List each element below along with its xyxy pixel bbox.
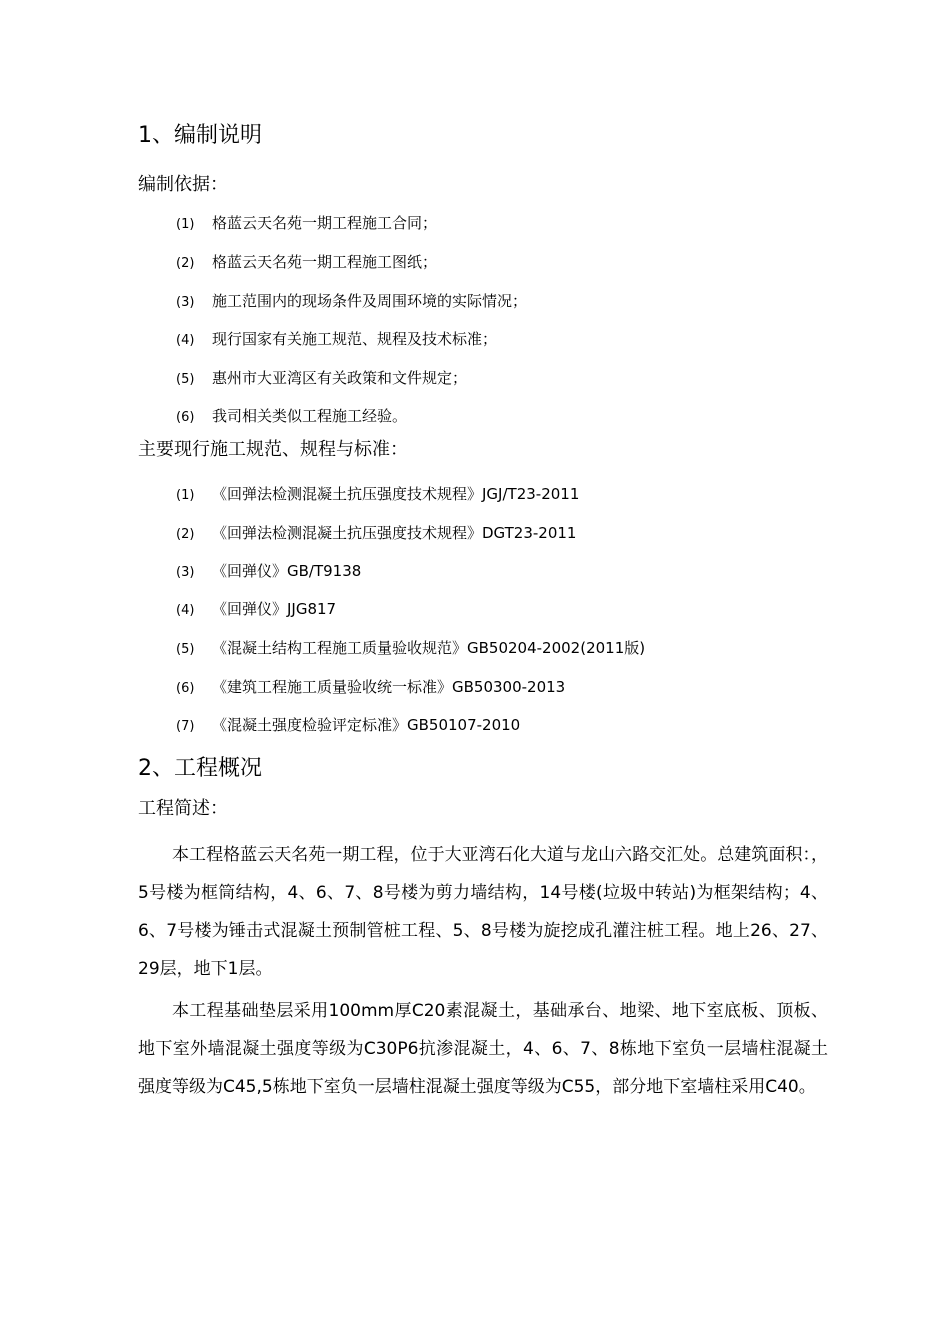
item-text: 《混凝土强度检验评定标准》GB50107-2010 <box>212 716 521 734</box>
item-text: 现行国家有关施工规范、规程及技术标准； <box>212 330 498 348</box>
item-number: (7) <box>176 719 195 734</box>
standard-item <box>176 522 576 546</box>
item-text: 我司相关类似工程施工经验。 <box>212 407 408 425</box>
summary-label: 工程简述： <box>138 798 228 819</box>
basis-item <box>176 367 467 391</box>
item-text: 格蓝云天名苑一期工程施工图纸； <box>212 253 438 271</box>
standard-item <box>176 714 520 738</box>
item-text: 《回弹仪》JJG817 <box>212 600 337 618</box>
item-number: (1) <box>176 217 195 232</box>
item-text: 《回弹仪》GB/T9138 <box>212 562 362 580</box>
basis-item <box>176 405 407 429</box>
standards-label: 主要现行施工规范、规程与标准： <box>138 439 408 460</box>
section-1-heading: 1、编制说明 <box>138 123 262 148</box>
item-text: 惠州市大亚湾区有关政策和文件规定； <box>212 369 468 387</box>
item-number: (4) <box>176 603 195 618</box>
basis-label: 编制依据： <box>138 174 228 195</box>
item-number: (6) <box>176 681 195 696</box>
item-text: 格蓝云天名苑一期工程施工合同； <box>212 214 438 232</box>
item-text: 施工范围内的现场条件及周围环境的实际情况； <box>212 292 528 310</box>
standard-item <box>176 483 579 507</box>
basis-item <box>176 290 527 314</box>
foundation-paragraph: 本工程基础垫层采用100mm厚C20素混凝土，基础承台、地梁、地下室底板、顶板、地下室外墙混凝土强度等级为C30P6抗渗混凝土，4、6、7、8栋地下室负一层墙柱混凝土强度等级为C45,5栋地下室负一层墙柱混凝土强度等级为C55，部分地下室墙柱采用C40。 <box>138 1001 828 1097</box>
item-text: 《混凝土结构工程施工质量验收规范》GB50204-2002(2011版) <box>212 639 646 657</box>
basis-item <box>176 251 437 275</box>
standard-item <box>176 676 565 700</box>
item-text: 《回弹法检测混凝土抗压强度技术规程》JGJ/T23-2011 <box>212 485 580 503</box>
item-number: (4) <box>176 333 195 348</box>
standard-item <box>176 637 645 661</box>
basis-item <box>176 212 437 236</box>
item-number: (5) <box>176 372 195 387</box>
basis-item <box>176 328 497 352</box>
item-number: (6) <box>176 410 195 425</box>
item-number: (3) <box>176 565 195 580</box>
item-text: 《回弹法检测混凝土抗压强度技术规程》DGT23-2011 <box>212 524 577 542</box>
overview-paragraph: 本工程格蓝云天名苑一期工程，位于大亚湾石化大道与龙山六路交汇处。总建筑面积：，5号楼为框筒结构，4、6、7、8号楼为剪力墙结构，14号楼(垃圾中转站)为框架结构；4、6、7号楼为锤击式混凝土预制管桩工程、5、8号楼为旋挖成孔灌注桩工程。地上26、27、29层，地下1层。 <box>138 845 828 979</box>
section-2-heading: 2、工程概况 <box>138 756 262 781</box>
item-text: 《建筑工程施工质量验收统一标准》GB50300-2013 <box>212 678 566 696</box>
item-number: (1) <box>176 488 195 503</box>
standard-item <box>176 598 336 622</box>
standard-item <box>176 560 361 584</box>
item-number: (3) <box>176 295 195 310</box>
item-number: (2) <box>176 527 195 542</box>
item-number: (5) <box>176 642 195 657</box>
item-number: (2) <box>176 256 195 271</box>
